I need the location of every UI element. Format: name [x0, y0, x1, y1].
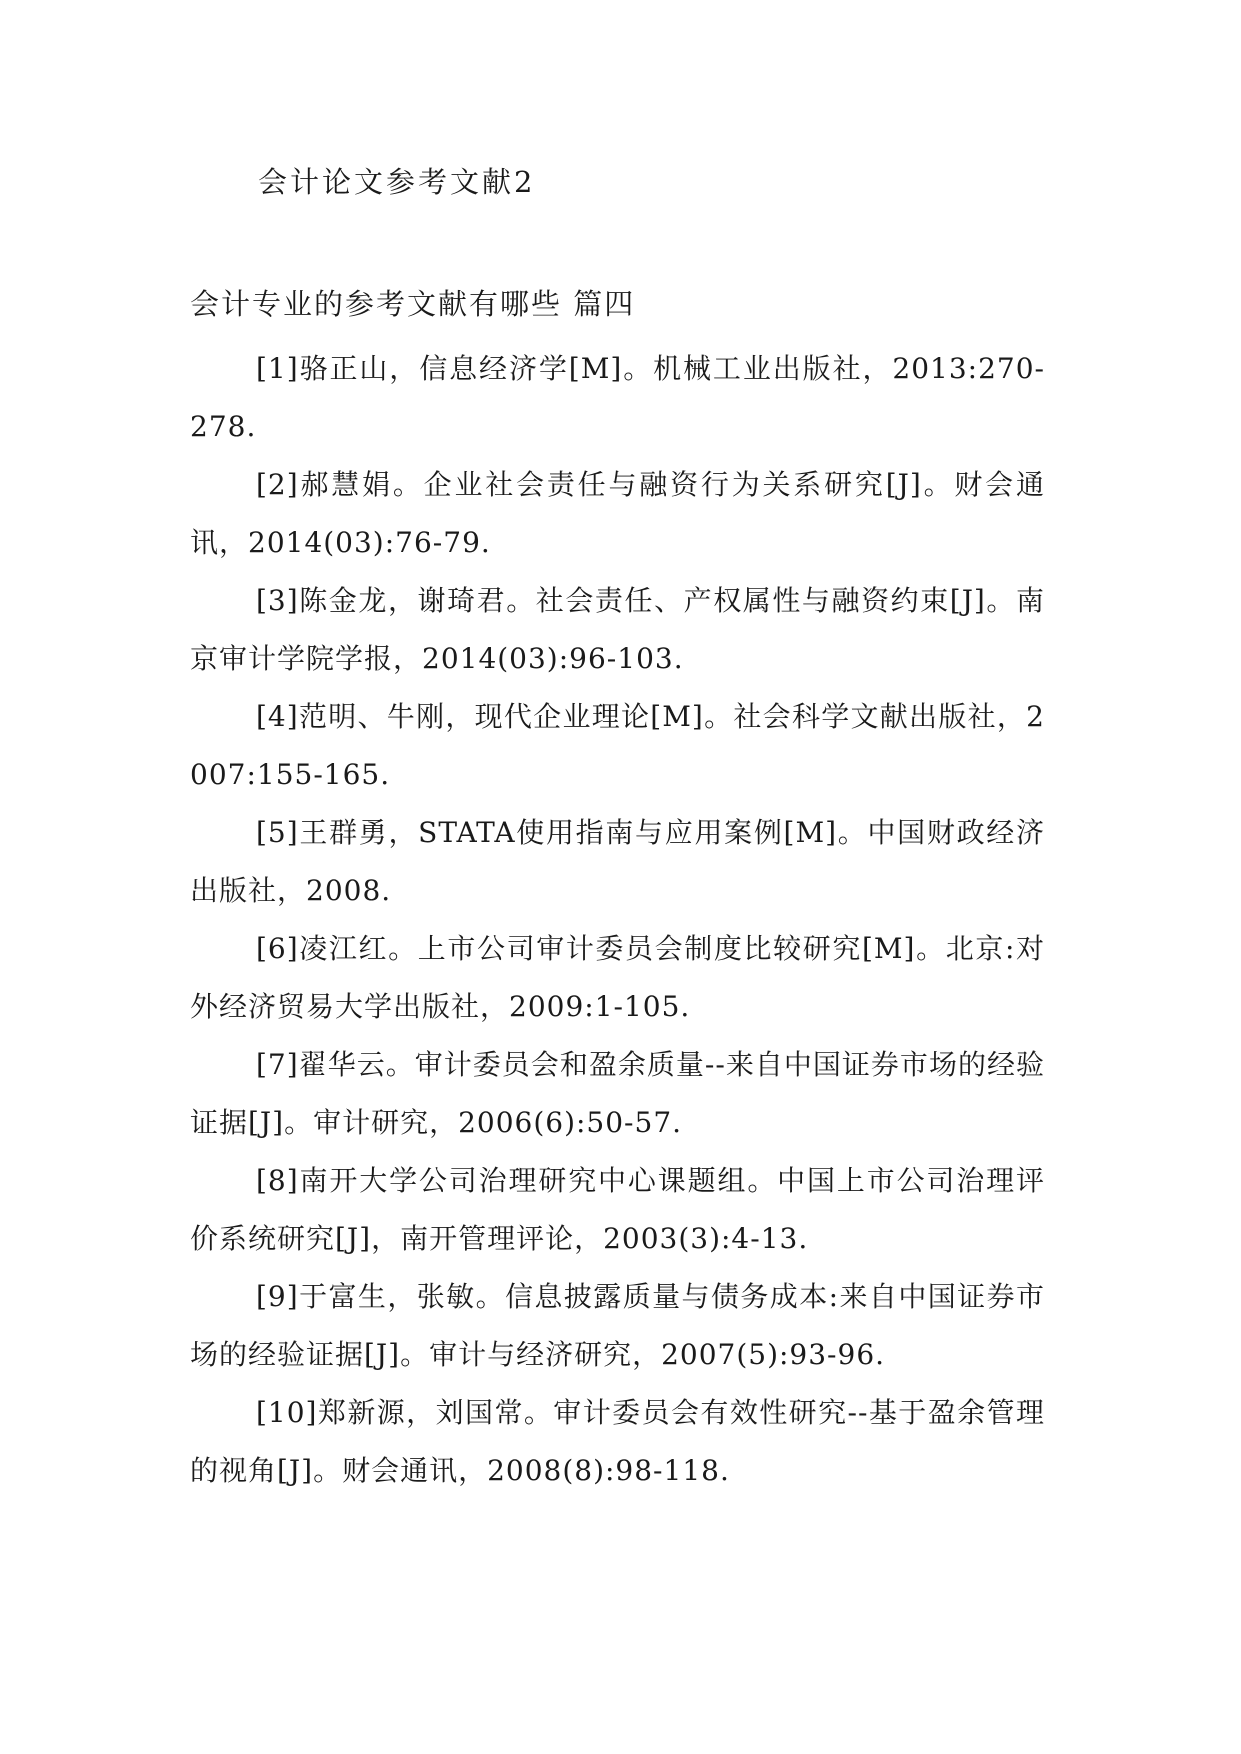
reference-item: [2]郝慧娟。企业社会责任与融资行为关系研究[J]。财会通讯，2014(03):76-79.	[190, 468, 1045, 559]
document-title: 会计论文参考文献2	[258, 165, 536, 199]
reference-item: [3]陈金龙，谢琦君。社会责任、产权属性与融资约束[J]。南京审计学院学报，2014(03):96-103.	[190, 584, 1045, 675]
reference-item: [8]南开大学公司治理研究中心课题组。中国上市公司治理评价系统研究[J]，南开管理评论，2003(3):4-13.	[190, 1164, 1045, 1255]
reference-item: [5]王群勇，STATA使用指南与应用案例[M]。中国财政经济出版社，2008.	[190, 816, 1045, 907]
reference-item: [9]于富生，张敏。信息披露质量与债务成本:来自中国证券市场的经验证据[J]。审计与经济研究，2007(5):93-96.	[190, 1280, 1045, 1371]
reference-item: [4]范明、牛刚，现代企业理论[M]。社会科学文献出版社，2007:155-165.	[190, 700, 1045, 791]
reference-item: [10]郑新源，刘国常。审计委员会有效性研究--基于盈余管理的视角[J]。财会通讯，2008(8):98-118.	[190, 1396, 1045, 1487]
reference-item: [1]骆正山，信息经济学[M]。机械工业出版社，2013:270-278.	[190, 352, 1045, 443]
section-heading: 会计专业的参考文献有哪些 篇四	[190, 287, 636, 321]
reference-item: [6]凌江红。上市公司审计委员会制度比较研究[M]。北京:对外经济贸易大学出版社，2009:1-105.	[190, 932, 1045, 1023]
reference-list	[190, 340, 1045, 1500]
reference-item: [7]翟华云。审计委员会和盈余质量--来自中国证券市场的经验证据[J]。审计研究，2006(6):50-57.	[190, 1048, 1045, 1139]
